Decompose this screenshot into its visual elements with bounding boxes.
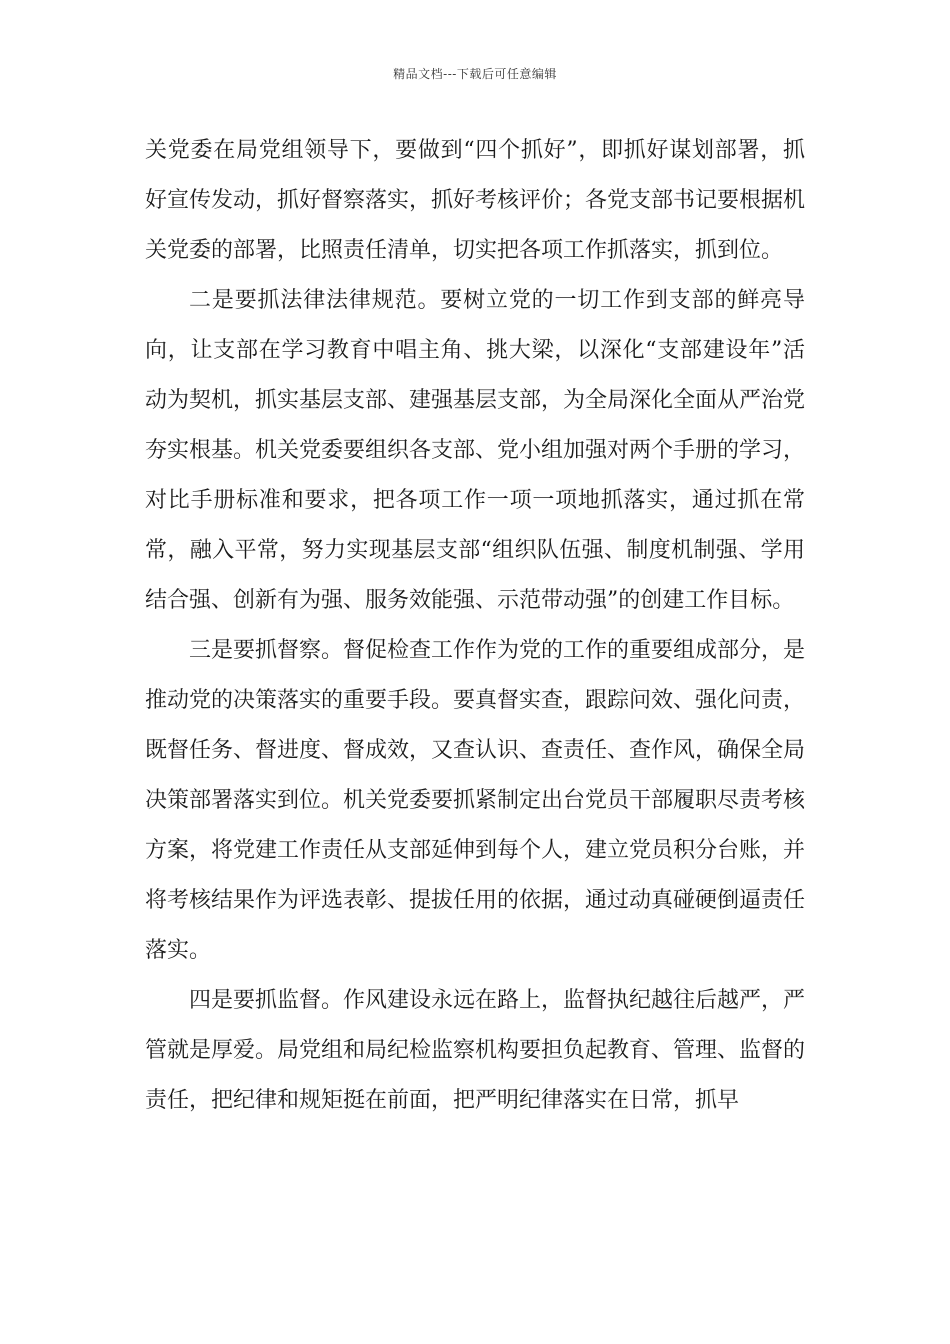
paragraph-two: 二是要抓法律法律规范。要树立党的一切工作到支部的鲜亮导向，让支部在学习教育中唱主角、挑大梁，以深化“支部建设年”活动为契机，抓实基层支部、建强基层支部，为全局深化全面从严治党夯实根基。机关党委要组织各支部、党小组加强对两个手册的学习，对比手册标准和要求，把各项工作一项一项地抓落实，通过抓在常常，融入平常，努力实现基层支部“组织队伍强、制度机制强、学用结合强、创新有为强、服务效能强、示范带动强”的创建工作目标。 <box>145 288 806 613</box>
page-header: 精品文档---下载后可任意编辑 <box>393 67 557 81</box>
document-body <box>145 126 805 1126</box>
paragraph-three: 三是要抓督察。督促检查工作作为党的工作的重要组成部分，是推动党的决策落实的重要手段。要真督实查，跟踪问效、强化问责，既督任务、督进度、督成效，又查认识、查责任、查作风，确保全局决策部署落实到位。机关党委要抓紧制定出台党员干部履职尽责考核方案，将党建工作责任从支部延伸到每个人，建立党员积分台账，并将考核结果作为评选表彰、提拔任用的依据，通过动真碰硬倒逼责任落实。 <box>145 638 806 963</box>
paragraph-continuation: 关党委在局党组领导下，要做到“四个抓好”，即抓好谋划部署，抓好宣传发动，抓好督察落实，抓好考核评价；各党支部书记要根据机关党委的部署，比照责任清单，切实把各项工作抓落实，抓到位。 <box>145 138 806 263</box>
paragraph-four: 四是要抓监督。作风建设永远在路上，监督执纪越往后越严，严管就是厚爱。局党组和局纪检监察机构要担负起教育、管理、监督的责任，把纪律和规矩挺在前面，把严明纪律落实在日常，抓早 <box>145 988 806 1113</box>
